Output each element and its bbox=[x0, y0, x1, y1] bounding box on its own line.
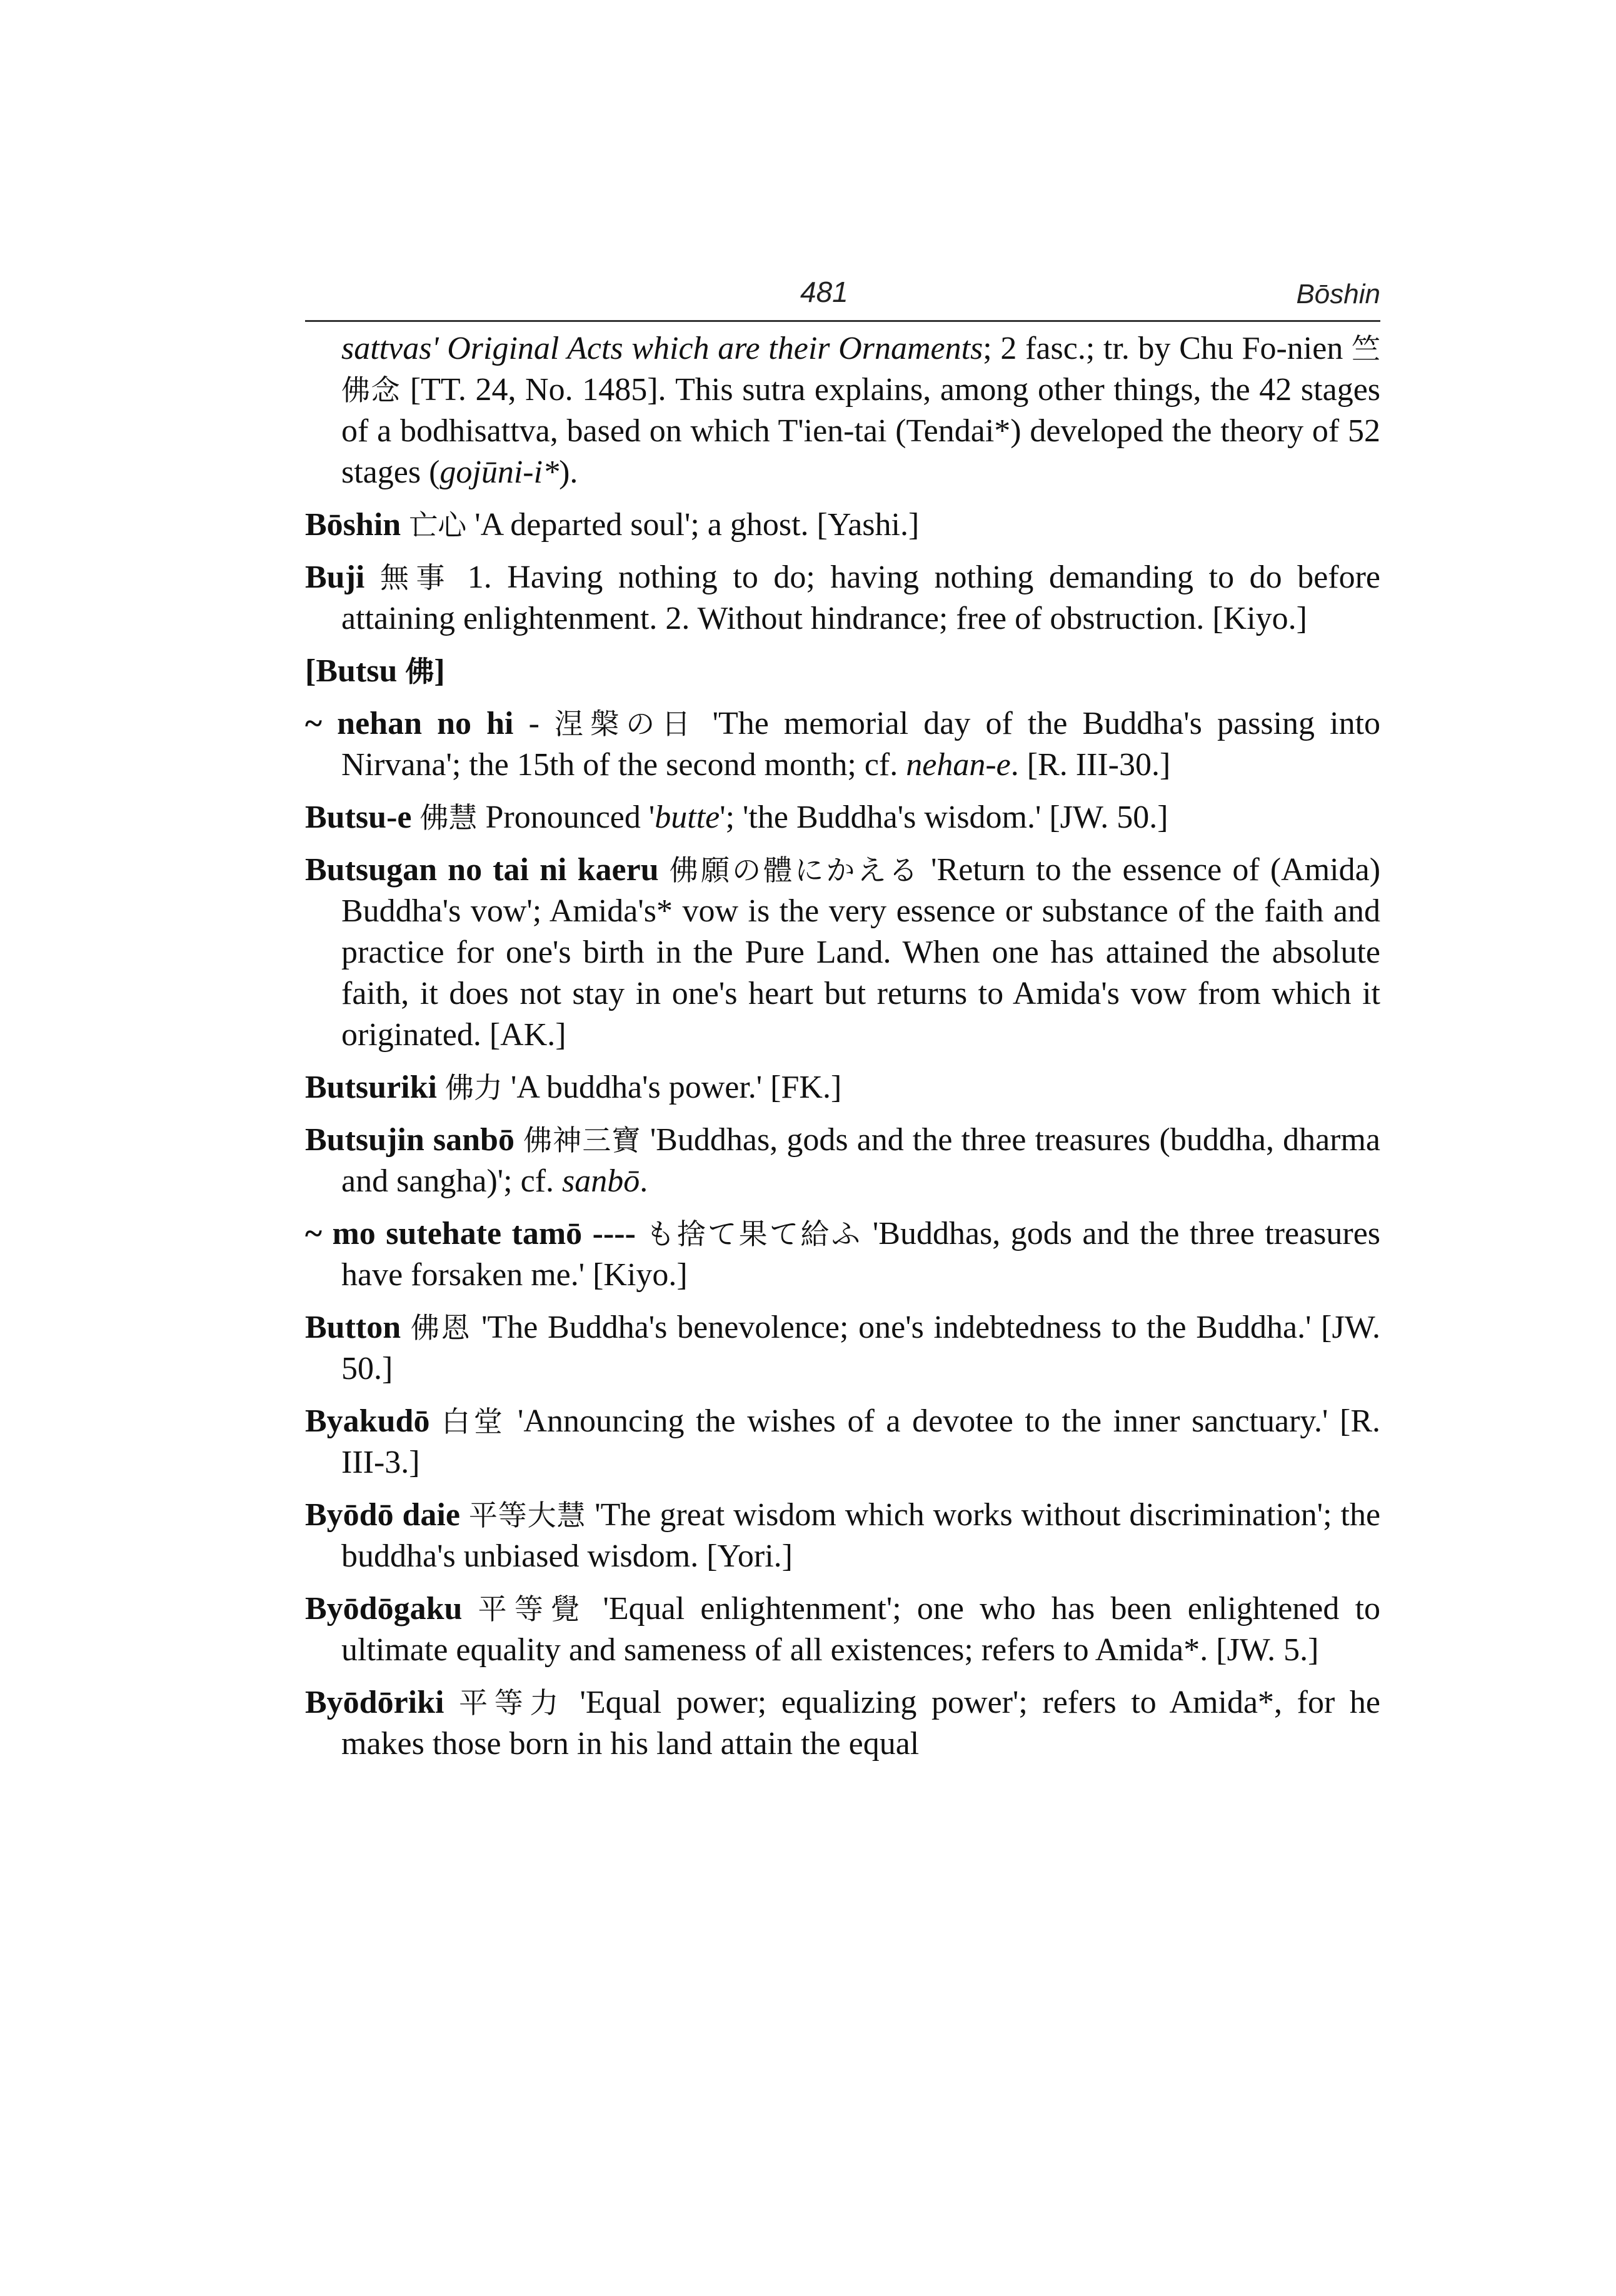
entry-kanji: 平等覺 bbox=[478, 1592, 588, 1626]
dictionary-page bbox=[305, 275, 1380, 1776]
entry-text: nehan-e bbox=[906, 747, 1011, 783]
entry-byodo-daie bbox=[305, 1495, 1380, 1577]
entry-text: 'Buddhas, gods and the three treasures (buddha, dharma and sangha)'; cf. bbox=[341, 1122, 1381, 1199]
entry-text: ). bbox=[559, 454, 578, 490]
entry-headword: ~ mo sutehate tamō ---- bbox=[305, 1216, 636, 1251]
entry-headword: Byōdōgaku bbox=[305, 1591, 463, 1627]
entry-headword: [Butsu bbox=[305, 653, 398, 689]
entry-headword: Button bbox=[305, 1310, 401, 1345]
entry-headword: Byōdō daie bbox=[305, 1497, 460, 1533]
entry-text: ; 2 fasc.; tr. by Chu Fo-nien bbox=[983, 331, 1352, 366]
entry-continuation bbox=[305, 328, 1380, 493]
entry-headword: Butsugan no tai ni kaeru bbox=[305, 852, 659, 888]
entry-text: . [R. III-30.] bbox=[1010, 747, 1171, 783]
entry-text: [TT. 24, No. 1485]. This sutra explains, among other things, the 42 stages of a bodhisattva, based on which T'ien-tai (Tendai*) developed the theory of 52 stages ( bbox=[341, 372, 1381, 490]
entry-byodogaku bbox=[305, 1588, 1380, 1671]
entry-headword: Byakudō bbox=[305, 1403, 430, 1439]
entry-nehan-no-hi: ~ nehan no hi - 涅槃の日 'The memorial day of the Buddha's passing into Nirvana'; the 15th of the second month; cf. nehan-e. [R. III-30.] bbox=[305, 706, 1381, 783]
running-title: Bōshin bbox=[1296, 279, 1380, 309]
entry-headword: Byōdōriki bbox=[305, 1685, 444, 1720]
entry-headword: Butsu-e bbox=[305, 800, 412, 835]
entry-text: 'The great wisdom which works without discrimination'; the buddha's unbiased wisdom. [Yori.] bbox=[341, 1497, 1381, 1574]
entry-text: 'A buddha's power.' [FK.] bbox=[510, 1070, 842, 1105]
entry-text: 'Buddhas, gods and the three treasures have forsaken me.' [Kiyo.] bbox=[341, 1216, 1381, 1293]
entry-text: 1. Having nothing to do; having nothing demanding to do before attaining enlightenment. 2. Without hindrance; free of obstruction. [Kiyo.] bbox=[341, 559, 1381, 636]
entry-kanji: 平等力 bbox=[459, 1686, 565, 1720]
entry-headword: Buji bbox=[305, 559, 365, 595]
entry-kanji: 佛慧 bbox=[419, 801, 478, 835]
entry-text: 'Announcing the wishes of a devotee to the inner sanctuary.' [R. III-3.] bbox=[341, 1403, 1381, 1480]
entry-button bbox=[305, 1307, 1380, 1390]
entry-text: Pronounced ' bbox=[485, 800, 655, 835]
entry-kanji: 佛恩 bbox=[410, 1311, 472, 1345]
entry-butsugan bbox=[305, 850, 1380, 1056]
entry-kanji: 白堂 bbox=[441, 1405, 506, 1438]
header-rule bbox=[305, 320, 1380, 322]
entry-text: 'Equal enlightenment'; one who has been enlightened to ultimate equality and sameness of all existences; refers to Amida*. [JW. 5.] bbox=[341, 1591, 1381, 1668]
entry-byakudo bbox=[305, 1401, 1380, 1483]
entry-kanji: 佛 bbox=[405, 654, 434, 688]
entry-kanji: も捨て果て給ふ bbox=[646, 1217, 863, 1251]
entry-text: ] bbox=[434, 653, 445, 689]
entry-text: 'Equal power; equalizing power'; refers to Amida*, for he makes those born in his land attain the equal bbox=[341, 1685, 1380, 1762]
entry-text: 'A departed soul'; a ghost. [Yashi.] bbox=[474, 507, 920, 543]
entry-text: sanbō bbox=[562, 1163, 640, 1199]
running-head bbox=[305, 275, 1380, 313]
entry-text: 'Return to the essence of (Amida) Buddha's vow'; Amida's* vow is the very essence or substance of the faith and practice for one's birth in the Pure Land. When one has attained the absolute faith, it does not stay in one's heart but returns to Amida's vow from which it originated. [AK.] bbox=[341, 852, 1381, 1053]
entry-text: gojūni-i* bbox=[439, 454, 560, 490]
entry-headword: Butsujin sanbō bbox=[305, 1122, 514, 1158]
entry-butsu-e bbox=[305, 797, 1380, 838]
entry-butsu bbox=[305, 651, 1380, 692]
entry-butsujin-sanbo bbox=[305, 1120, 1380, 1202]
entry-text: 'The Buddha's benevolence; one's indebtedness to the Buddha.' [JW. 50.] bbox=[341, 1310, 1381, 1386]
entry-headword: Bōshin bbox=[305, 507, 401, 543]
page-number: 481 bbox=[800, 276, 848, 308]
entry-text: sattvas' Original Acts which are their Ornaments bbox=[341, 331, 983, 366]
entry-kanji: 佛神三寶 bbox=[523, 1123, 641, 1157]
entry-text: '; 'the Buddha's wisdom.' [JW. 50.] bbox=[720, 800, 1168, 835]
entry-byodoriki bbox=[305, 1682, 1380, 1765]
entry-text: . bbox=[640, 1163, 648, 1199]
entry-headword: Butsuriki bbox=[305, 1070, 437, 1105]
entry-kanji: 佛願の體にかえる bbox=[669, 853, 920, 887]
entry-buji bbox=[305, 557, 1380, 639]
entry-text: butte bbox=[655, 800, 720, 835]
entry-kanji: 涅槃の日 bbox=[555, 707, 698, 741]
entry-text: 'The memorial day of the Buddha's passing into Nirvana'; the 15th of the second month; cf. bbox=[341, 706, 1381, 783]
entry-kanji: 平等大慧 bbox=[468, 1498, 586, 1532]
entry-kanji: 佛力 bbox=[444, 1071, 503, 1105]
entry-kanji: 竺佛念 bbox=[341, 332, 1381, 407]
entry-butsuriki bbox=[305, 1067, 1380, 1108]
entry-kanji: 亡心 bbox=[409, 508, 467, 542]
entry-boshin bbox=[305, 504, 1380, 546]
entry-kanji: 無事 bbox=[379, 561, 453, 594]
entry-mo-sutehate-tamo bbox=[305, 1213, 1380, 1296]
entry-headword: ~ nehan no hi bbox=[305, 706, 514, 741]
